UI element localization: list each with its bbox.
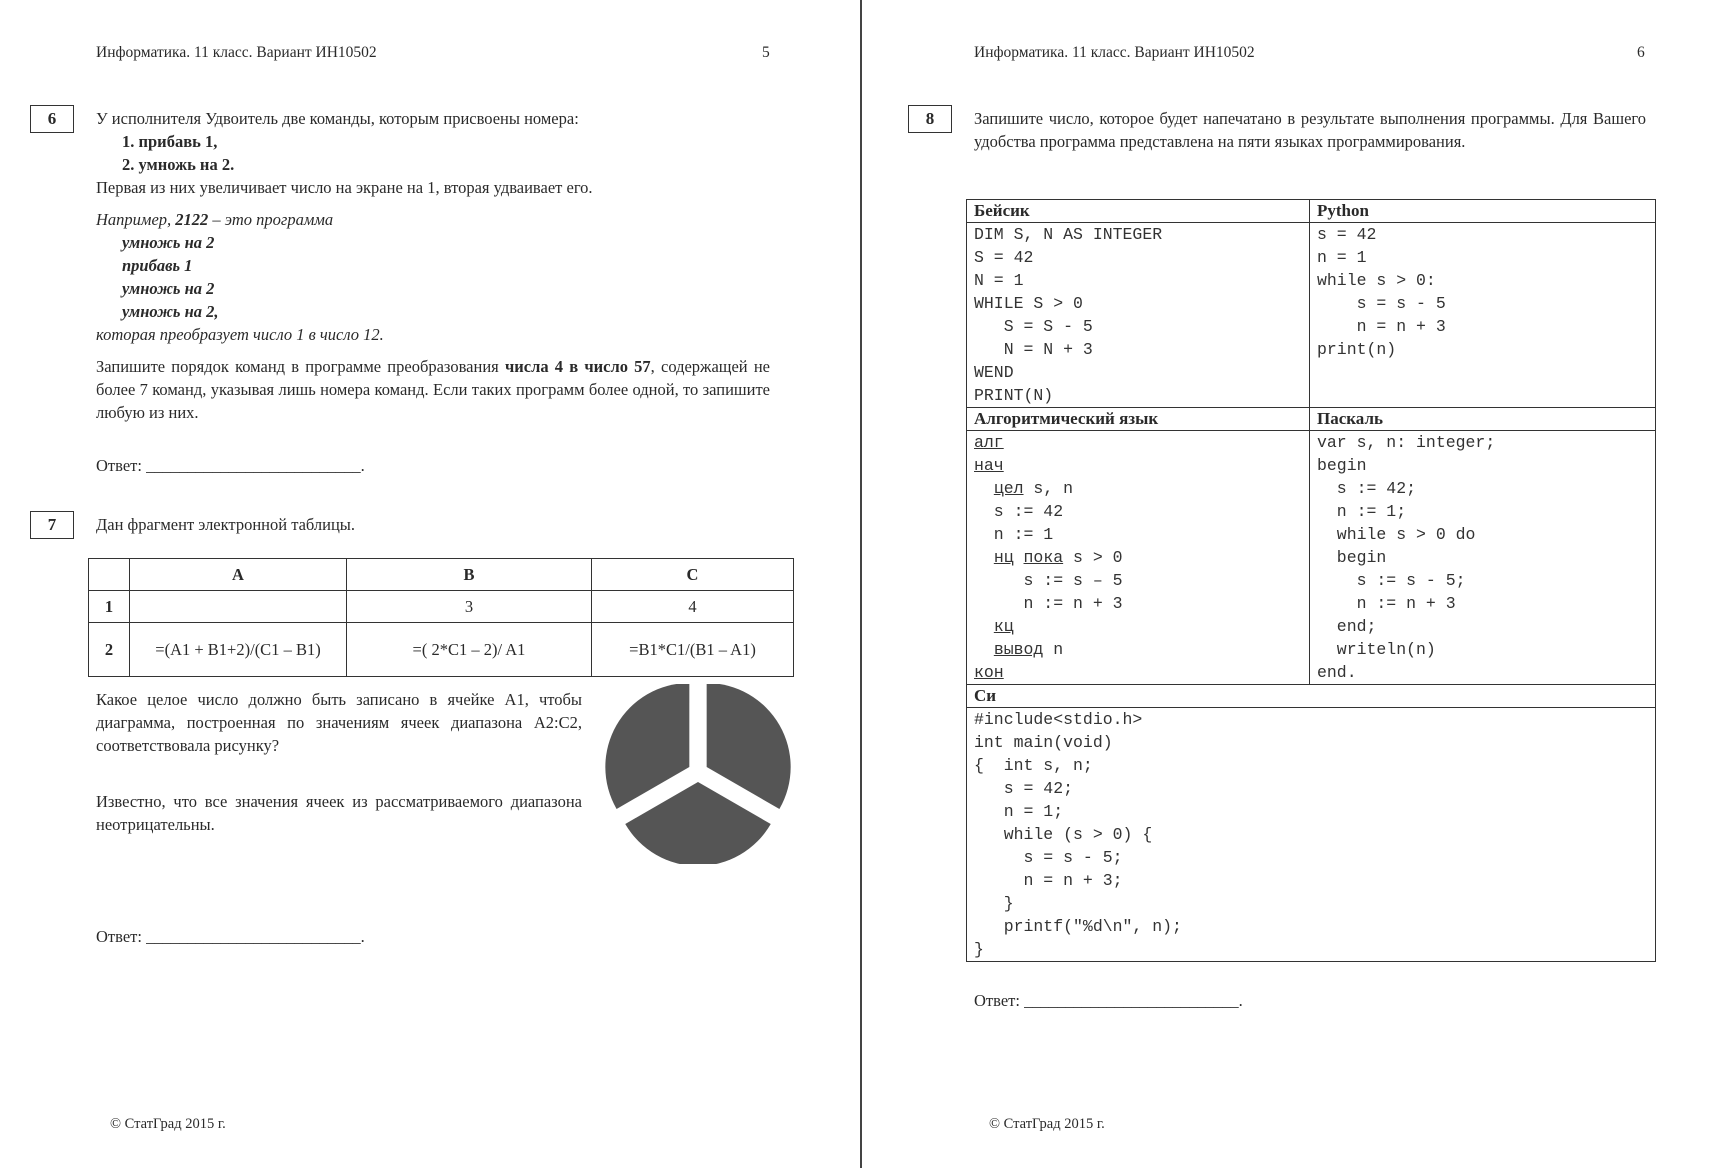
- keyword-alg: алг: [974, 433, 1004, 452]
- answer-field[interactable]: __________________________.: [146, 456, 365, 475]
- cell-b2: =( 2*C1 – 2)/ A1: [347, 623, 592, 677]
- table-row: [89, 591, 794, 623]
- basic-line: S = 42: [974, 248, 1034, 267]
- python-line: print(n): [1317, 340, 1397, 359]
- c-line: }: [974, 940, 984, 959]
- q6-task: [96, 355, 770, 424]
- question-number-box: 7: [30, 511, 74, 539]
- code-alg: [967, 431, 1310, 685]
- basic-line: S = S - 5: [974, 317, 1093, 336]
- answer-label: Ответ:: [96, 456, 147, 475]
- pascal-line: end;: [1317, 617, 1377, 636]
- alg-condition: s > 0: [1063, 548, 1123, 567]
- c-source: [974, 708, 1648, 961]
- answer-label: Ответ:: [96, 927, 147, 946]
- question-number-box: 6: [30, 105, 74, 133]
- code-row: [967, 431, 1656, 685]
- q6-command-2: 2. умножь на 2.: [122, 155, 235, 174]
- python-line: s = s - 5: [1317, 294, 1446, 313]
- python-line: n = n + 3: [1317, 317, 1446, 336]
- pascal-line: end.: [1317, 663, 1357, 682]
- c-line: s = s - 5;: [974, 848, 1123, 867]
- pascal-line: begin: [1317, 456, 1367, 475]
- row-header: 1: [89, 591, 130, 623]
- basic-source: [974, 223, 1302, 407]
- code-basic: [967, 223, 1310, 408]
- page-header: Информатика. 11 класс. Вариант ИН10502: [96, 44, 377, 61]
- alg-line: n := n + 3: [974, 594, 1123, 613]
- c-line: n = 1;: [974, 802, 1064, 821]
- code-row: [967, 708, 1656, 962]
- pascal-line: writeln(n): [1317, 640, 1436, 659]
- c-line: printf("%d\n", n);: [974, 917, 1182, 936]
- code-pascal: [1310, 431, 1656, 685]
- basic-line: N = 1: [974, 271, 1024, 290]
- spreadsheet-table: [88, 558, 794, 677]
- keyword-vyvod: вывод: [993, 640, 1044, 659]
- c-line: #include<stdio.h>: [974, 710, 1143, 729]
- cell-c1: 4: [592, 591, 794, 623]
- pie-chart: [603, 684, 793, 864]
- alg-source: [974, 431, 1302, 684]
- keyword-kon: кон: [974, 663, 1004, 682]
- c-line: while (s > 0) {: [974, 825, 1153, 844]
- q6-example-end: которая преобразует число 1 в число 12.: [96, 325, 384, 344]
- column-header: C: [592, 559, 794, 591]
- basic-line: PRINT(N): [974, 386, 1054, 405]
- python-line: n = 1: [1317, 248, 1367, 267]
- pascal-line: n := 1;: [1317, 502, 1407, 521]
- answer-field[interactable]: __________________________.: [1024, 991, 1243, 1010]
- keyword-nach: нач: [974, 456, 1004, 475]
- cell-b1: 3: [347, 591, 592, 623]
- code-c: [967, 708, 1656, 962]
- c-line: int main(void): [974, 733, 1113, 752]
- code-header-row: [967, 408, 1656, 431]
- lang-header-alg: Алгоритмический язык: [967, 408, 1310, 431]
- basic-line: WHILE S > 0: [974, 294, 1083, 313]
- pie-slice: [625, 782, 770, 864]
- cell-a1: [130, 591, 347, 623]
- pie-slice: [707, 684, 791, 809]
- alg-output: n: [1043, 640, 1064, 659]
- footer-copyright: © СтатГрад 2015 г.: [110, 1116, 226, 1132]
- page-number: 6: [1637, 44, 1645, 61]
- corner-cell: [89, 559, 130, 591]
- c-line: }: [974, 894, 1014, 913]
- pascal-source: [1317, 431, 1648, 684]
- lang-header-python: Python: [1310, 200, 1656, 223]
- q7-question: Какое целое число должно быть записано в ячейке A1, чтобы диаграмма, построенная по значениям ячеек диапазона A2:C2, соответствовала рисунку?: [96, 690, 582, 755]
- alg-line: n := 1: [974, 525, 1054, 544]
- column-header: B: [347, 559, 592, 591]
- python-line: while s > 0:: [1317, 271, 1436, 290]
- q6-example-prefix: Например,: [96, 210, 176, 229]
- lang-header-c: Си: [967, 685, 1656, 708]
- basic-line: N = N + 3: [974, 340, 1093, 359]
- q7-note: Известно, что все значения ячеек из рассматриваемого диапазона неотрицательны.: [96, 792, 582, 834]
- basic-line: WEND: [974, 363, 1014, 382]
- q6-intro: У исполнителя Удвоитель две команды, которым присвоены номера:: [96, 109, 579, 128]
- pascal-line: begin: [1317, 548, 1387, 567]
- q6-example-step: умножь на 2: [122, 233, 215, 252]
- table-header-row: [89, 559, 794, 591]
- code-row: [967, 223, 1656, 408]
- page-number: 5: [762, 44, 770, 61]
- pascal-line: var s, n: integer;: [1317, 433, 1496, 452]
- keyword-poka: пока: [1023, 548, 1064, 567]
- python-source: [1317, 223, 1648, 361]
- pascal-line: s := s - 5;: [1317, 571, 1466, 590]
- code-table: [966, 199, 1656, 962]
- row-header: 2: [89, 623, 130, 677]
- keyword-cel: цел: [993, 479, 1024, 498]
- q6-example-step: прибавь 1: [122, 256, 193, 275]
- python-line: s = 42: [1317, 225, 1377, 244]
- lang-header-basic: Бейсик: [967, 200, 1310, 223]
- q8-intro: Запишите число, которое будет напечатано в результате выполнения программы. Для Вашего удобства программа представлена на пяти языках программирования.: [974, 109, 1646, 151]
- table-row: [89, 623, 794, 677]
- alg-line: s := 42: [974, 502, 1064, 521]
- q7-answer: [96, 925, 365, 948]
- q6-example-step: умножь на 2: [122, 279, 215, 298]
- q6-example: [96, 208, 770, 231]
- c-line: n = n + 3;: [974, 871, 1123, 890]
- column-header: A: [130, 559, 347, 591]
- code-header-row: [967, 200, 1656, 223]
- alg-decl: s, n: [1023, 479, 1074, 498]
- c-line: s = 42;: [974, 779, 1074, 798]
- pascal-line: s := 42;: [1317, 479, 1417, 498]
- q6-command-1: 1. прибавь 1,: [122, 132, 218, 151]
- code-python: [1310, 223, 1656, 408]
- right-page: [862, 0, 1720, 1168]
- cell-c2: =B1*C1/(B1 – A1): [592, 623, 794, 677]
- q6-example-code: 2122: [175, 210, 209, 229]
- code-header-row: [967, 685, 1656, 708]
- page-header: Информатика. 11 класс. Вариант ИН10502: [974, 44, 1255, 61]
- basic-line: DIM S, N AS INTEGER: [974, 225, 1163, 244]
- pascal-line: while s > 0 do: [1317, 525, 1476, 544]
- c-line: { int s, n;: [974, 756, 1093, 775]
- footer-copyright: © СтатГрад 2015 г.: [989, 1116, 1105, 1132]
- alg-line: s := s – 5: [974, 571, 1123, 590]
- q6-task-rest: , содержащей не более 7 команд, указывая лишь номера команд. Если таких программ более одной, то запишите любую из них.: [96, 357, 770, 422]
- q6-description: Первая из них увеличивает число на экране на 1, вторая удваивает его.: [96, 178, 593, 197]
- cell-a2: =(A1 + B1+2)/(C1 – B1): [130, 623, 347, 677]
- answer-label: Ответ:: [974, 991, 1025, 1010]
- lang-header-pascal: Паскаль: [1310, 408, 1656, 431]
- pascal-line: n := n + 3: [1317, 594, 1456, 613]
- question-number-box: 8: [908, 105, 952, 133]
- answer-field[interactable]: __________________________.: [146, 927, 365, 946]
- keyword-kc: кц: [993, 617, 1014, 636]
- question-6: [96, 107, 770, 424]
- q6-answer: [96, 454, 365, 477]
- q6-example-step: умножь на 2,: [122, 302, 219, 321]
- q6-task-text: Запишите порядок команд в программе преобразования: [96, 357, 505, 376]
- q6-task-numbers: числа 4 в число 57: [504, 357, 651, 376]
- q8-answer: [974, 989, 1243, 1012]
- pie-slice: [605, 684, 689, 809]
- keyword-nc: нц: [993, 548, 1014, 567]
- q6-example-suffix: – это программа: [208, 210, 334, 229]
- q7-intro: Дан фрагмент электронной таблицы.: [96, 515, 356, 534]
